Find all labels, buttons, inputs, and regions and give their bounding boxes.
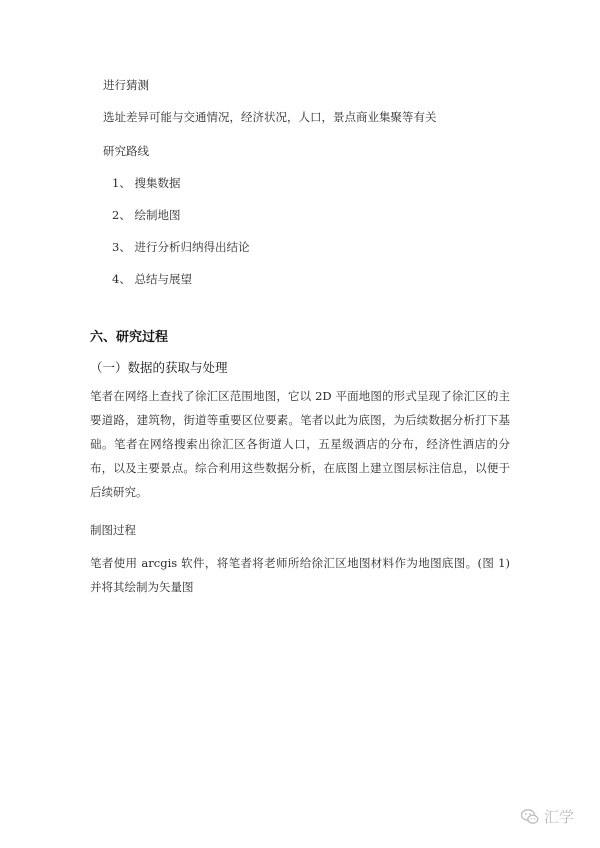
step-item-3: 3、 进行分析归纳得出结论 <box>112 240 250 254</box>
step-item-1: 1、 搜集数据 <box>112 176 181 190</box>
mapping-process-title: 制图过程 <box>90 523 136 537</box>
wechat-icon <box>520 807 540 827</box>
text-line-hypothesis: 选址差异可能与交通情况，经济状况，人口，景点商业集聚等有关 <box>103 110 437 124</box>
step-item-4: 4、 总结与展望 <box>112 272 192 286</box>
section-heading: 六、研究过程 <box>90 330 169 345</box>
watermark-text: 汇学 <box>544 808 575 826</box>
step-item-2: 2、 绘制地图 <box>112 208 181 222</box>
watermark <box>520 806 574 827</box>
paragraph-data-acquisition: 笔者在网络上查找了徐汇区范围地图，它以 2D 平面地图的形式呈现了徐汇区的主要道路，建筑物，街道等重要区位要素。笔者以此为底图，为后续数据分析打下基础。笔者在网络搜索出徐汇区各街道人口，五星级酒店的分布，经济性酒店的分布，以及主要景点。综合利用这些数据分析，在底图上建立图层标注信息，以便于后续研究。 <box>90 389 510 499</box>
paragraph-mapping-process: 笔者使用 arcgis 软件，将笔者将老师所给徐汇区地图材料作为地图底图。(图 1) 并将其绘制为矢量图 <box>90 556 510 594</box>
route-title: 研究路线 <box>103 144 149 158</box>
text-line-guess: 进行猜测 <box>103 78 149 92</box>
subsection-heading: （一）数据的获取与处理 <box>90 360 228 375</box>
